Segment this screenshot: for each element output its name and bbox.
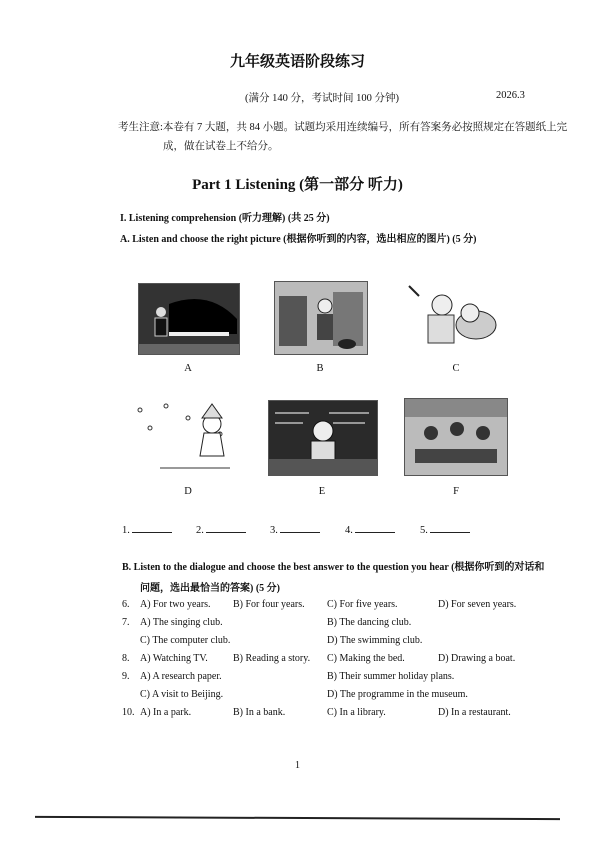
- option-d[interactable]: D) In a restaurant.: [438, 707, 511, 718]
- notice-block: [118, 118, 573, 156]
- picture-label-f: F: [453, 486, 459, 497]
- picture-label-b: B: [316, 363, 324, 374]
- option-a[interactable]: A) A research paper.: [140, 671, 222, 682]
- exam-title: 九年级英语阶段练习: [229, 54, 365, 70]
- teacher-at-blackboard-picture: [268, 400, 378, 476]
- blank-number: 2.: [196, 525, 204, 536]
- old-man-with-dog-picture: [274, 281, 368, 355]
- pianist-icon: [139, 284, 239, 354]
- exam-date: 2026.3: [496, 90, 525, 101]
- option-c[interactable]: C) For five years.: [327, 599, 398, 610]
- answer-blank-2[interactable]: [196, 522, 246, 536]
- option-b[interactable]: B) Reading a story.: [233, 653, 311, 664]
- answer-blank-5[interactable]: [420, 522, 470, 536]
- blank-number: 5.: [420, 525, 428, 536]
- page-number: 1: [295, 760, 300, 771]
- notice-line-1: 本卷有 7 大题，共 84 小题。试题均采用连续编号，所有答案务必按照规定在答题纸上完: [162, 122, 568, 133]
- option-c[interactable]: C) In a library.: [327, 707, 386, 718]
- blank-number: 4.: [345, 525, 353, 536]
- old-man-with-dog-icon: [275, 282, 367, 354]
- section-i-heading: I. Listening comprehension (听力理解) (共 25 分): [120, 213, 330, 224]
- dentist-picture: [404, 281, 506, 353]
- notice-line-2: 成，做在试卷上不给分。: [163, 141, 279, 152]
- section-a-heading: A. Listen and choose the right picture (根据你听到的内容，选出相应的图片) (5 分): [120, 234, 477, 245]
- option-a[interactable]: A) Watching TV.: [140, 653, 208, 664]
- blank-line: [280, 522, 320, 533]
- answer-blank-4[interactable]: [345, 522, 395, 536]
- blank-line: [132, 522, 172, 533]
- question-number: 7.: [122, 617, 130, 628]
- option-b[interactable]: B) For four years.: [233, 599, 305, 610]
- question-number: 9.: [122, 671, 130, 682]
- answer-blank-1[interactable]: [122, 522, 172, 536]
- section-b-heading-line-2: 问题，选出最恰当的答案) (5 分): [140, 583, 280, 594]
- dentist-icon: [404, 281, 506, 353]
- option-c[interactable]: C) The computer club.: [140, 635, 231, 646]
- blank-line: [206, 522, 246, 533]
- option-d[interactable]: D) Drawing a boat.: [438, 653, 516, 664]
- blank-number: 3.: [270, 525, 278, 536]
- bottom-divider: [35, 816, 560, 820]
- option-b[interactable]: B) Their summer holiday plans.: [327, 671, 455, 682]
- option-d[interactable]: D) For seven years.: [438, 599, 517, 610]
- section-b-heading-line-1: B. Listen to the dialogue and choose the best answer to the question you hear (根据你听到的对话和: [122, 562, 545, 573]
- pianist-picture: [138, 283, 240, 355]
- answer-blank-3[interactable]: [270, 522, 320, 536]
- option-c[interactable]: C) Making the bed.: [327, 653, 405, 664]
- picture-label-c: C: [452, 363, 460, 374]
- option-a[interactable]: A) In a park.: [140, 707, 192, 718]
- question-number: 6.: [122, 599, 130, 610]
- girl-in-snow-picture: [130, 398, 236, 474]
- students-in-classroom-icon: [405, 399, 507, 475]
- option-a[interactable]: A) The singing club.: [140, 617, 223, 628]
- part1-heading: Part 1 Listening (第一部分 听力): [192, 177, 403, 193]
- students-in-classroom-picture: [404, 398, 508, 476]
- picture-label-d: D: [184, 486, 192, 497]
- blank-line: [355, 522, 395, 533]
- question-number: 10.: [122, 707, 135, 718]
- picture-label-e: E: [318, 486, 326, 497]
- notice-label: 考生注意:: [118, 122, 163, 133]
- option-d[interactable]: D) The programme in the museum.: [327, 689, 468, 700]
- option-b[interactable]: B) The dancing club.: [327, 617, 412, 628]
- option-a[interactable]: A) For two years.: [140, 599, 211, 610]
- picture-label-a: A: [184, 363, 192, 374]
- option-d[interactable]: D) The swimming club.: [327, 635, 423, 646]
- score-time-info: (满分 140 分，考试时间 100 分钟): [245, 93, 399, 104]
- girl-in-snow-icon: [130, 398, 236, 474]
- blank-number: 1.: [122, 525, 130, 536]
- option-b[interactable]: B) In a bank.: [233, 707, 286, 718]
- teacher-at-blackboard-icon: [269, 401, 377, 475]
- blank-line: [430, 522, 470, 533]
- option-c[interactable]: C) A visit to Beijing.: [140, 689, 224, 700]
- question-number: 8.: [122, 653, 130, 664]
